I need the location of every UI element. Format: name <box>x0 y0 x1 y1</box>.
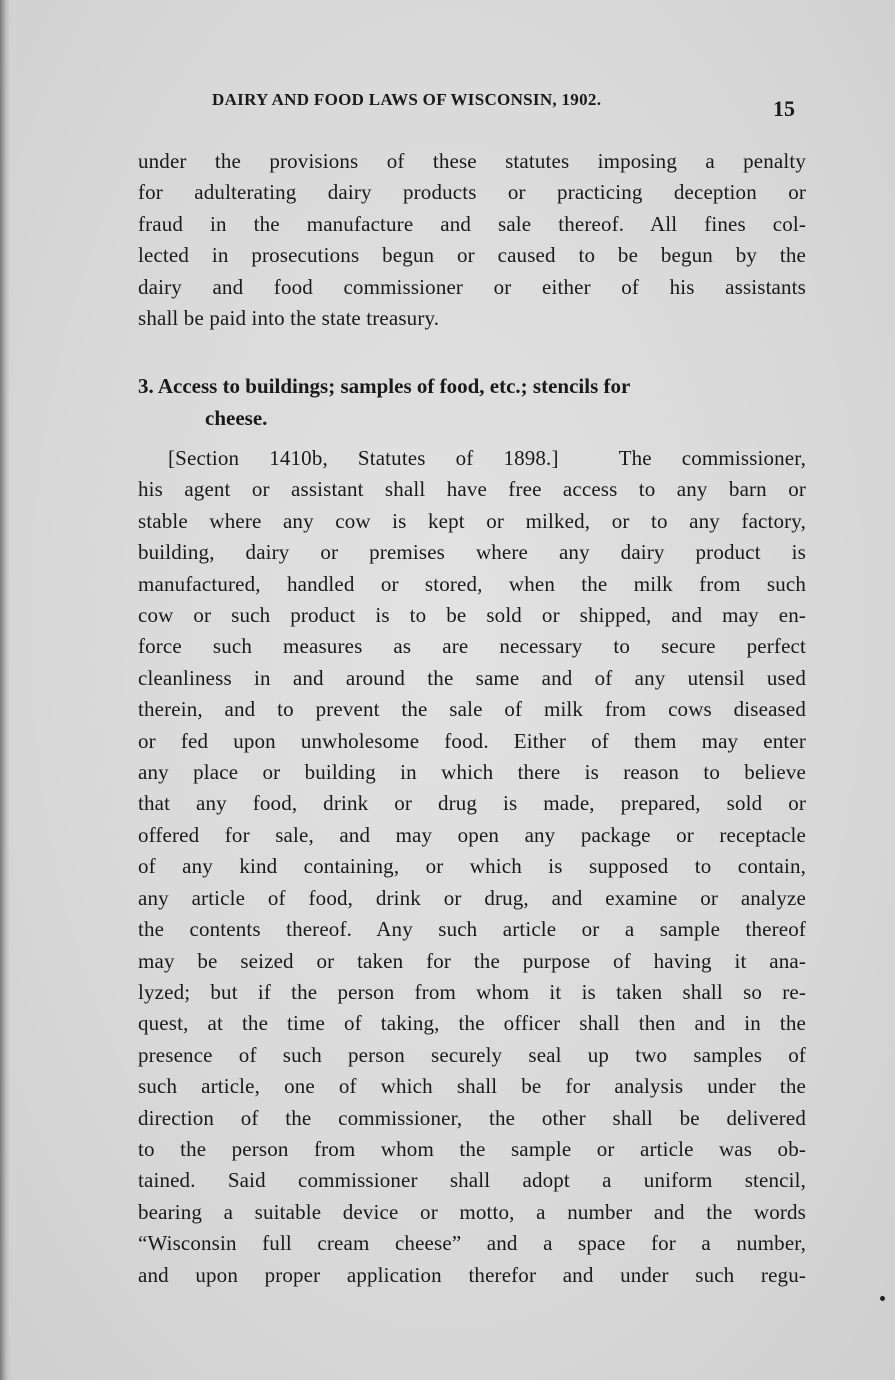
text-line: manufactured, handled or stored, when the milk from such <box>138 571 806 596</box>
text-line: offered for sale, and may open any package or receptacle <box>138 822 806 847</box>
text-line: building, dairy or premises where any dairy product is <box>138 540 806 565</box>
text-line: fraud in the manufacture and sale thereof. All fines col- <box>138 211 806 236</box>
text-line: direction of the commissioner, the other shall be delivered <box>138 1105 806 1130</box>
text-line: lyzed; but if the person from whom it is taken shall so re- <box>138 979 806 1004</box>
text-line: therein, and to prevent the sale of milk from cows diseased <box>138 697 806 722</box>
text-line: stable where any cow is kept or milked, or to any factory, <box>138 508 806 533</box>
running-header: DAIRY AND FOOD LAWS OF WISCONSIN, 1902. <box>212 90 602 109</box>
text-line: may be seized or taken for the purpose of having it ana- <box>138 948 806 973</box>
text-line: his agent or assistant shall have free access to any barn or <box>138 477 806 502</box>
text-line: presence of such person securely seal up two samples of <box>138 1042 806 1067</box>
text-line: of any kind containing, or which is supposed to contain, <box>138 854 806 879</box>
text-line: The commissioner, <box>618 446 806 470</box>
page-binding-edge <box>0 0 10 1380</box>
text-line: quest, at the time of taking, the officer shall then and in the <box>138 1011 806 1036</box>
text-line: or fed upon unwholesome food. Either of them may enter <box>138 728 806 753</box>
text-line: shall be paid into the state treasury. <box>138 306 440 331</box>
text-line: any article of food, drink or drug, and examine or analyze <box>138 885 806 910</box>
section-body <box>138 443 806 1291</box>
section-heading-line: cheese. <box>205 406 268 430</box>
text-line: under the provisions of these statutes imposing a penalty <box>138 149 806 173</box>
text-line: the contents thereof. Any such article or a sample thereof <box>138 917 806 942</box>
paragraph-continuation <box>138 146 806 334</box>
page-number: 15 <box>773 96 795 121</box>
text-line: such article, one of which shall be for analysis under the <box>138 1074 806 1099</box>
text-line: that any food, drink or drug is made, prepared, sold or <box>138 791 806 816</box>
text-line: for adulterating dairy products or practicing deception or <box>138 180 806 205</box>
text-line: cow or such product is to be sold or shipped, and may en- <box>138 603 806 628</box>
ink-speck <box>880 1296 885 1301</box>
text-line: cleanliness in and around the same and of any utensil used <box>138 665 806 690</box>
text-line: any place or building in which there is reason to believe <box>138 760 806 785</box>
text-line: tained. Said commissioner shall adopt a uniform stencil, <box>138 1168 806 1193</box>
text-line: lected in prosecutions begun or caused to be begun by the <box>138 243 806 268</box>
text-line: “Wisconsin full cream cheese” and a space for a number, <box>138 1231 806 1256</box>
text-line: and upon proper application therefor and under such regu- <box>138 1262 806 1287</box>
text-line: dairy and food commissioner or either of his assistants <box>138 274 806 299</box>
text-line: to the person from whom the sample or article was ob- <box>138 1136 806 1161</box>
section-heading <box>138 370 806 434</box>
text-line: bearing a suitable device or motto, a number and the words <box>138 1199 806 1224</box>
text-line: force such measures as are necessary to secure perfect <box>138 634 806 659</box>
statute-reference: [Section 1410b, Statutes of 1898.] <box>168 446 559 470</box>
first-line <box>138 443 806 474</box>
section-heading-line: 3. Access to buildings; samples of food, etc.; stencils for <box>138 374 631 398</box>
